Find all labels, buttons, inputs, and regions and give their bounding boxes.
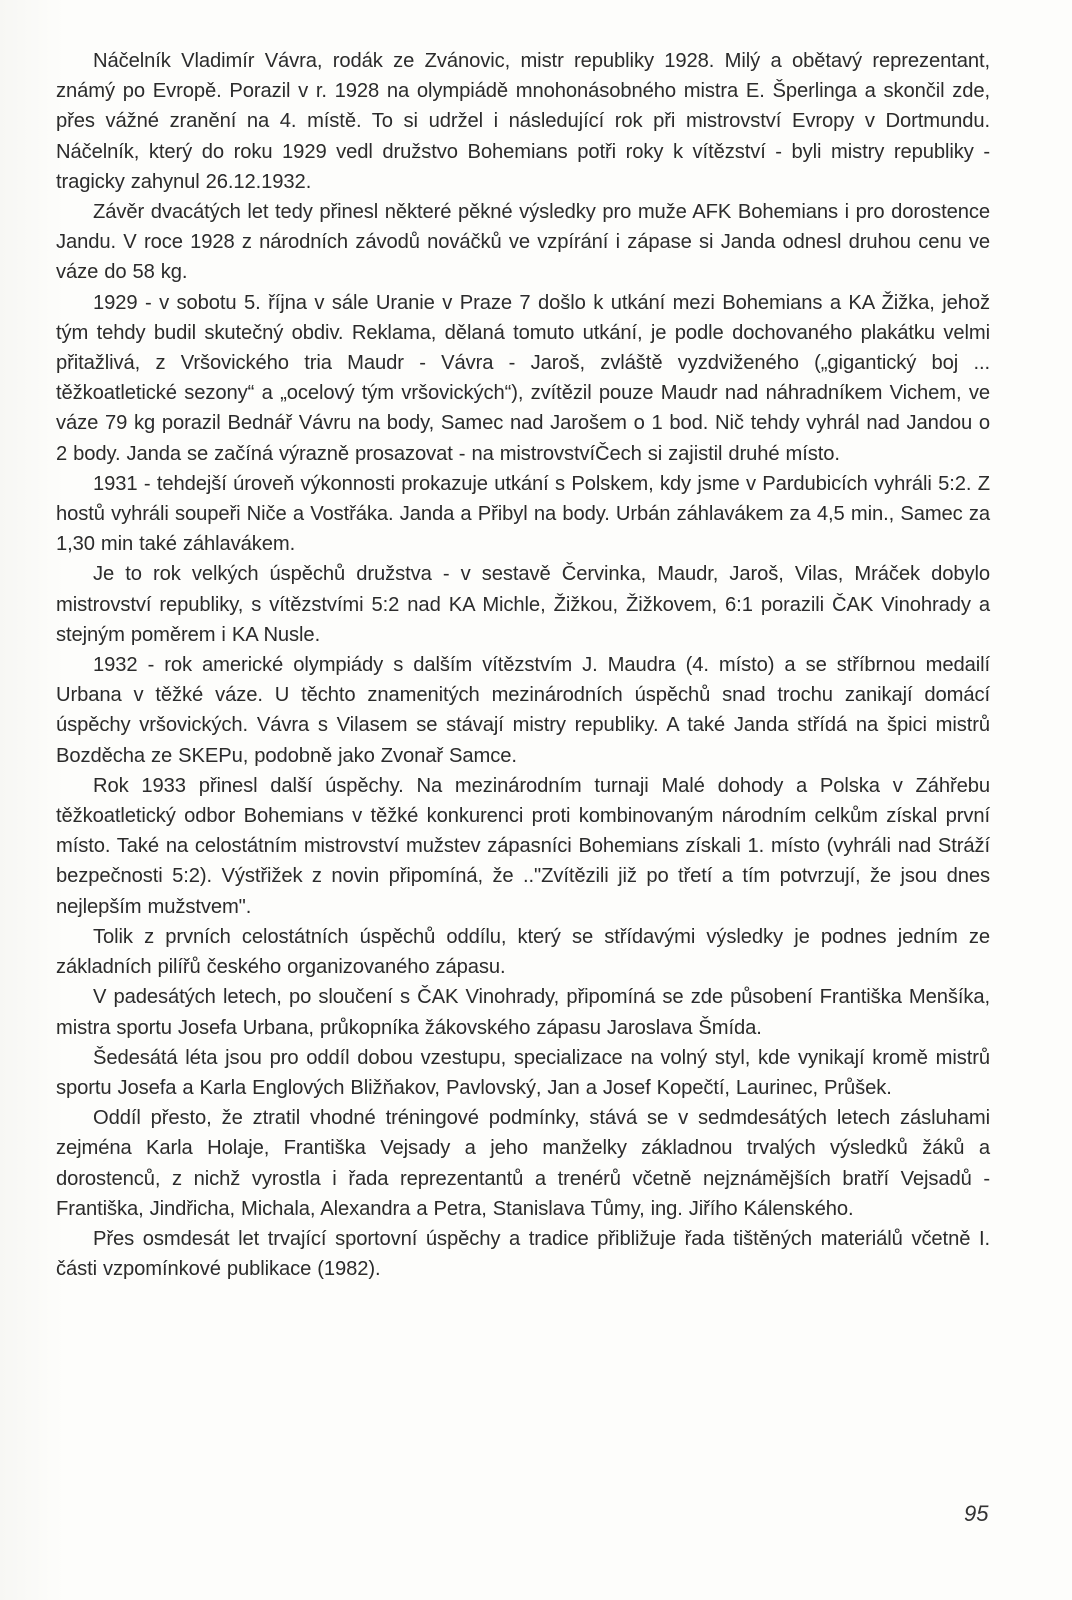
paragraph: Závěr dvacátých let tedy přinesl některé pěkné výsledky pro muže AFK Bohemians i pro dorostence Jandu. V roce 1928 z národních závodů nováčků ve vzpírání i zápase si Janda odnesl druhou cenu ve váze do 58 kg.: [56, 201, 990, 284]
page-number: 95: [964, 1501, 989, 1526]
text-column: [56, 46, 990, 1284]
paragraph: Oddíl přesto, že ztratil vhodné tréningové podmínky, stává se v sedmdesátých letech zásluhami zejména Karla Holaje, Františka Vejsady a jeho manželky základnou trvalých výsledků žáků a dorostenců, z nichž vyrostla i řada reprezentantů a trenérů včetně nejznámějších bratří Vejsadů - Františka, Jindřicha, Michala, Alexandra a Petra, Stanislava Tůmy, ing. Jiřího Kálenského.: [56, 1107, 990, 1220]
paragraph: Je to rok velkých úspěchů družstva - v sestavě Červinka, Maudr, Jaroš, Vilas, Mráček dobylo mistrovství republiky, s vítězstvími 5:2 nad KA Michle, Žižkou, Žižkovem, 6:1 porazili ČAK Vinohrady a stejným poměrem i KA Nusle.: [56, 563, 990, 646]
paragraph: 1931 - tehdejší úroveň výkonnosti prokazuje utkání s Polskem, kdy jsme v Pardubicích vyhráli 5:2. Z hostů vyhráli soupeři Niče a Vostřáka. Janda a Přibyl na body. Urbán záhlavákem za 4,5 min., Samec za 1,30 min také záhlavákem.: [56, 472, 990, 556]
paragraph: Šedesátá léta jsou pro oddíl dobou vzestupu, specializace na volný styl, kde vynikají kromě mistrů sportu Josefa a Karla Englových Bližňakov, Pavlovský, Jan a Josef Kopečtí, Laurinec, Průšek.: [56, 1046, 990, 1099]
paragraph: Přes osmdesát let trvající sportovní úspěchy a tradice přibližuje řada tištěných materiálů včetně I. části vzpomínkové publikace (1982).: [56, 1227, 990, 1281]
paragraph: Rok 1933 přinesl další úspěchy. Na mezinárodním turnaji Malé dohody a Polska v Záhřebu těžkoatletický odbor Bohemians v těžké konkurenci proti kombinovaným národním celkům získal první místo. Také na celostátním mistrovství mužstev zápasníci Bohemians získali 1. místo (vyhráli nad Stráží bezpečnosti 5:2). Výstřižek z novin připomíná, že .."Zvítězili již po třetí a tím potvrzují, že jsou dnes nejlepším mužstvem".: [56, 774, 990, 918]
paragraph: Tolik z prvních celostátních úspěchů oddílu, který se střídavými výsledky je podnes jedním ze základních pilířů českého organizovaného zápasu.: [56, 925, 990, 979]
paragraph: V padesátých letech, po sloučení s ČAK Vinohrady, připomíná se zde působení Františka Menšíka, mistra sportu Josefa Urbana, průkopníka žákovského zápasu Jaroslava Šmída.: [56, 986, 990, 1039]
paragraph: 1929 - v sobotu 5. října v sále Uranie v Praze 7 došlo k utkání mezi Bohemians a KA Žižka, jehož tým tehdy budil skutečný obdiv. Reklama, dělaná tomuto utkání, je podle dochovaného plakátku velmi přitažlivá, z Vršovického tria Maudr - Vávra - Jaroš, zvláště vyzdviženého („gigantický boj ... těžkoatletické sezony“ a „ocelový tým vršovických“), zvítězil pouze Maudr nad náhradníkem Vichem, ve váze 79 kg porazil Bednář Vávru na body, Samec nad Jarošem o 1 bod. Nič tehdy vyhrál nad Jandou o 2 body. Janda se začíná výrazně prosazovat - na mistrovstvíČech si zajistil druhé místo.: [56, 291, 990, 465]
paragraph: 1932 - rok americké olympiády s dalším vítězstvím J. Maudra (4. místo) a se stříbrnou medailí Urbana v těžké váze. U těchto znamenitých mezinárodních úspěchů snad trochu zanikají domácí úspěchy vršovických. Vávra s Vilasem se stávají mistry republiky. A také Janda střídá na špici mistrů Bozděcha ze SKEPu, podobně jako Zvonař Samce.: [56, 654, 990, 767]
paragraph: Náčelník Vladimír Vávra, rodák ze Zvánovic, mistr republiky 1928. Milý a obětavý reprezentant, známý po Evropě. Porazil v r. 1928 na olympiádě mnohonásobného mistra E. Šperlinga a skončil zde, přes vážné zranění na 4. místě. To si udržel i následující rok při mistrovství Evropy v Dortmundu. Náčelník, který do roku 1929 vedl družstvo Bohemians potři roky k vítězství - byli mistry republiky - tragicky zahynul 26.12.1932.: [56, 50, 990, 193]
